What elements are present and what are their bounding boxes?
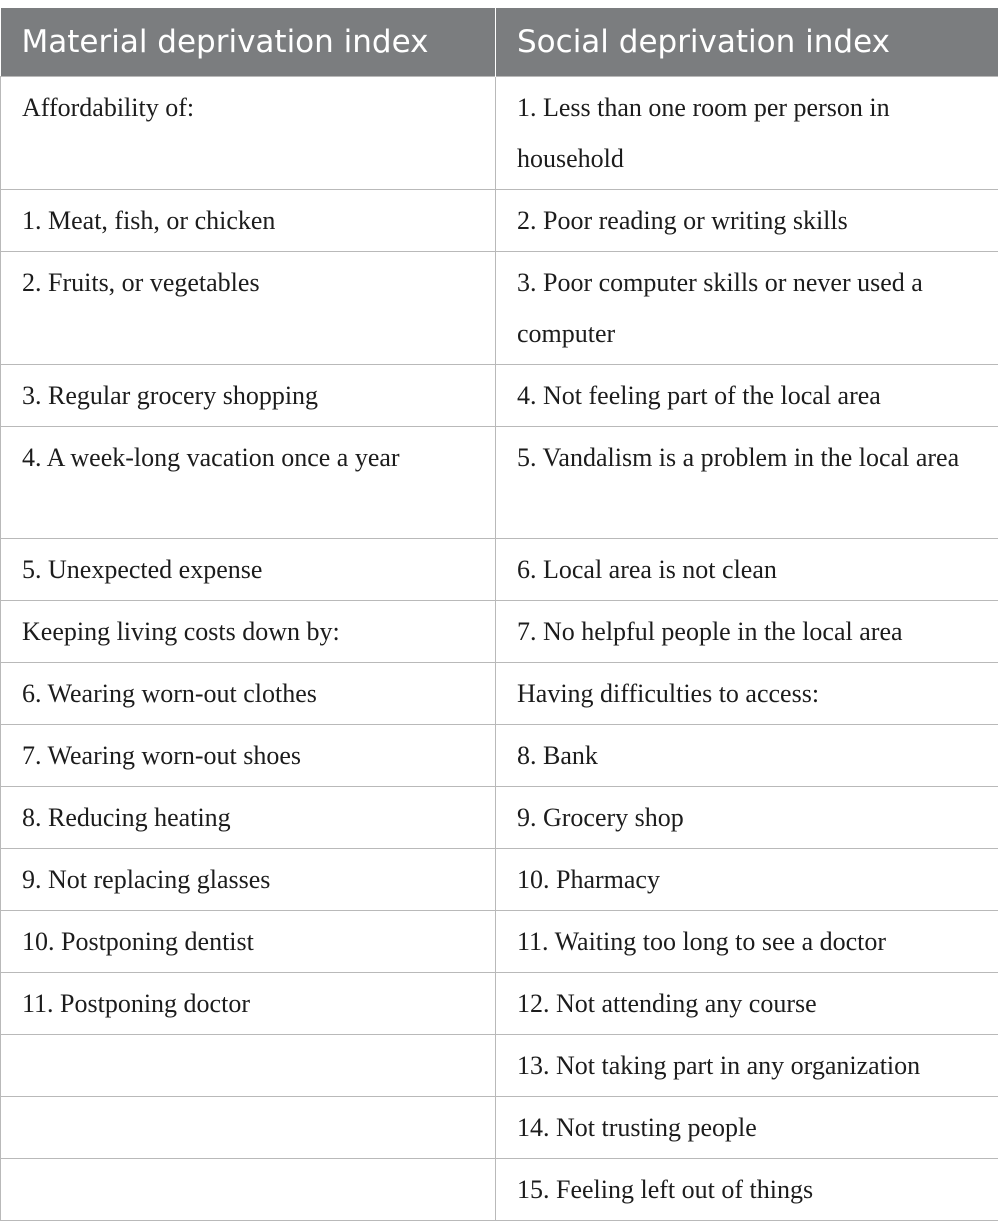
social-cell: 11. Waiting too long to see a doctor: [496, 910, 998, 972]
material-cell: [1, 1096, 496, 1158]
material-cell: 9. Not replacing glasses: [1, 848, 496, 910]
social-cell: 12. Not attending any course: [496, 972, 998, 1034]
table-row: [1, 426, 998, 538]
social-cell: 3. Poor computer skills or never used a computer: [496, 251, 998, 364]
table-row: [1, 600, 998, 662]
table-row: [1, 786, 998, 848]
material-cell: 3. Regular grocery shopping: [1, 364, 496, 426]
table-row: [1, 538, 998, 600]
material-cell: 1. Meat, fish, or chicken: [1, 189, 496, 251]
deprivation-index-table: [0, 8, 998, 1221]
social-cell: 5. Vandalism is a problem in the local area: [496, 426, 998, 538]
table-row: [1, 1034, 998, 1096]
table-row: [1, 1096, 998, 1158]
table-row: [1, 76, 998, 189]
header-material-deprivation: Material deprivation index: [1, 8, 496, 76]
social-cell: Having difficulties to access:: [496, 662, 998, 724]
social-cell: 13. Not taking part in any organization: [496, 1034, 998, 1096]
material-cell: 7. Wearing worn-out shoes: [1, 724, 496, 786]
material-cell: 2. Fruits, or vegetables: [1, 251, 496, 364]
table-row: [1, 251, 998, 364]
social-cell: 15. Feeling left out of things: [496, 1158, 998, 1220]
material-cell: 11. Postponing doctor: [1, 972, 496, 1034]
social-cell: 9. Grocery shop: [496, 786, 998, 848]
header-row: [1, 8, 998, 76]
header-social-deprivation: Social deprivation index: [496, 8, 998, 76]
material-cell: 4. A week-long vacation once a year: [1, 426, 496, 538]
social-cell: 4. Not feeling part of the local area: [496, 364, 998, 426]
material-cell: [1, 1034, 496, 1096]
table-row: [1, 662, 998, 724]
social-cell: 2. Poor reading or writing skills: [496, 189, 998, 251]
table-row: [1, 910, 998, 972]
table-body: [1, 76, 998, 1220]
material-cell: 5. Unexpected expense: [1, 538, 496, 600]
social-cell: 14. Not trusting people: [496, 1096, 998, 1158]
table-header: [1, 8, 998, 76]
social-cell: 7. No helpful people in the local area: [496, 600, 998, 662]
table-row: [1, 1158, 998, 1220]
material-cell: [1, 1158, 496, 1220]
material-cell: 10. Postponing dentist: [1, 910, 496, 972]
social-cell: 6. Local area is not clean: [496, 538, 998, 600]
table-row: [1, 189, 998, 251]
table-row: [1, 972, 998, 1034]
social-cell: 10. Pharmacy: [496, 848, 998, 910]
material-cell: Keeping living costs down by:: [1, 600, 496, 662]
deprivation-index-table-container: [0, 8, 998, 1221]
material-cell: 6. Wearing worn-out clothes: [1, 662, 496, 724]
table-row: [1, 364, 998, 426]
social-cell: 1. Less than one room per person in household: [496, 76, 998, 189]
table-row: [1, 724, 998, 786]
social-cell: 8. Bank: [496, 724, 998, 786]
material-cell: Affordability of:: [1, 76, 496, 189]
table-row: [1, 848, 998, 910]
material-cell: 8. Reducing heating: [1, 786, 496, 848]
